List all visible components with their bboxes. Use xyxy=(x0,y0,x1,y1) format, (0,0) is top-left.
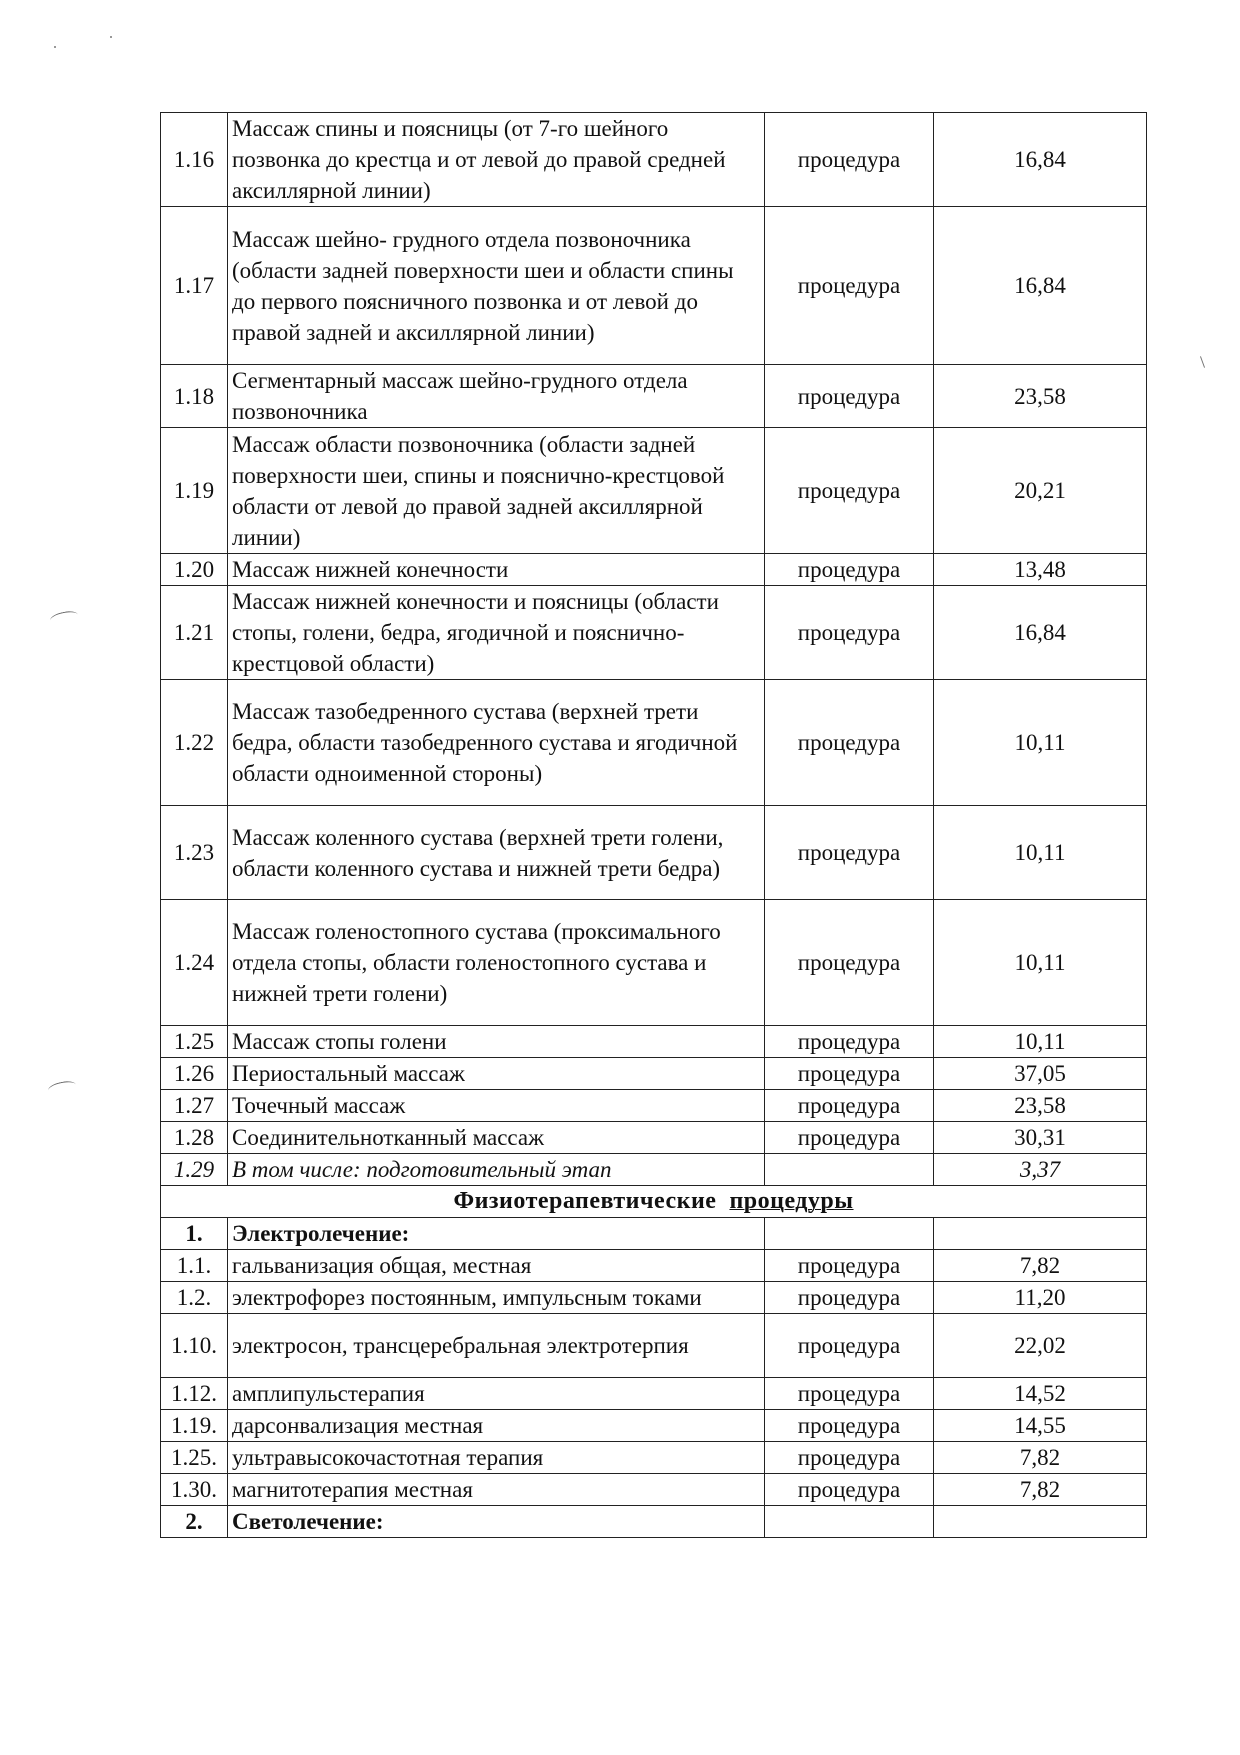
service-price: 30,31 xyxy=(934,1122,1147,1154)
service-unit: процедура xyxy=(765,1058,934,1090)
service-price: 3,37 xyxy=(934,1154,1147,1186)
service-price: 16,84 xyxy=(934,207,1147,365)
service-name: дарсонвализация местная xyxy=(228,1410,765,1442)
service-price: 20,21 xyxy=(934,428,1147,554)
service-price: 7,82 xyxy=(934,1442,1147,1474)
service-unit: процедура xyxy=(765,1410,934,1442)
service-unit: процедура xyxy=(765,365,934,428)
row-number: 1.16 xyxy=(161,113,228,207)
table-row xyxy=(161,207,1147,365)
table-row xyxy=(161,1122,1147,1154)
service-price: 10,11 xyxy=(934,1026,1147,1058)
service-unit xyxy=(765,1506,934,1538)
service-unit: процедура xyxy=(765,680,934,806)
table-row xyxy=(161,1282,1147,1314)
service-name: Массаж области позвоночника (области задней поверхности шеи, спины и пояснично-крестцовой области от левой до правой задней аксиллярной линии) xyxy=(228,428,765,554)
table-row xyxy=(161,806,1147,900)
service-price xyxy=(934,1218,1147,1250)
price-table xyxy=(160,112,1147,1538)
row-number: 1.1. xyxy=(161,1250,228,1282)
row-number: 1.20 xyxy=(161,554,228,586)
service-name: Массаж спины и поясницы (от 7-го шейного позвонка до крестца и от левой до правой средней аксиллярной линии) xyxy=(228,113,765,207)
service-price: 7,82 xyxy=(934,1474,1147,1506)
service-price: 14,52 xyxy=(934,1378,1147,1410)
service-name: ультравысокочастотная терапия xyxy=(228,1442,765,1474)
section-header-row xyxy=(161,1186,1147,1218)
service-price: 10,11 xyxy=(934,900,1147,1026)
table-row xyxy=(161,113,1147,207)
row-number: 1.24 xyxy=(161,900,228,1026)
service-unit xyxy=(765,1154,934,1186)
service-price: 22,02 xyxy=(934,1314,1147,1378)
table-row xyxy=(161,900,1147,1026)
service-name: Сегментарный массаж шейно-грудного отдела позвоночника xyxy=(228,365,765,428)
row-number: 1.19 xyxy=(161,428,228,554)
service-unit: процедура xyxy=(765,1090,934,1122)
service-price: 23,58 xyxy=(934,1090,1147,1122)
table-row xyxy=(161,680,1147,806)
service-price xyxy=(934,1506,1147,1538)
row-number: 1.10. xyxy=(161,1314,228,1378)
table-row-preparatory xyxy=(161,1154,1147,1186)
service-unit: процедура xyxy=(765,1282,934,1314)
table-row xyxy=(161,1442,1147,1474)
row-number: 1.21 xyxy=(161,586,228,680)
service-price: 10,11 xyxy=(934,806,1147,900)
service-name: Массаж нижней конечности xyxy=(228,554,765,586)
row-number: 1.30. xyxy=(161,1474,228,1506)
service-price: 11,20 xyxy=(934,1282,1147,1314)
row-number: 1.26 xyxy=(161,1058,228,1090)
service-unit: процедура xyxy=(765,586,934,680)
service-price: 14,55 xyxy=(934,1410,1147,1442)
table-row xyxy=(161,1250,1147,1282)
service-unit: процедура xyxy=(765,1122,934,1154)
section-title-word: Физиотерапевтические xyxy=(453,1188,717,1214)
service-price: 16,84 xyxy=(934,586,1147,680)
service-name: Массаж коленного сустава (верхней трети голени, области коленного сустава и нижней трети бедра) xyxy=(228,806,765,900)
service-unit: процедура xyxy=(765,1314,934,1378)
section-title xyxy=(161,1186,1147,1218)
row-number: 1.22 xyxy=(161,680,228,806)
service-price: 13,48 xyxy=(934,554,1147,586)
service-name: Массаж шейно- грудного отдела позвоночника (области задней поверхности шеи и области спины до первого поясничного позвонка и от левой до правой задней и аксиллярной линии) xyxy=(228,207,765,365)
service-name: Точечный массаж xyxy=(228,1090,765,1122)
table-row xyxy=(161,1058,1147,1090)
service-unit: процедура xyxy=(765,554,934,586)
service-unit: процедура xyxy=(765,1250,934,1282)
service-price: 16,84 xyxy=(934,113,1147,207)
service-name: Соединительнотканный массаж xyxy=(228,1122,765,1154)
service-price: 10,11 xyxy=(934,680,1147,806)
service-price: 37,05 xyxy=(934,1058,1147,1090)
hole-punch-mark xyxy=(47,1079,77,1096)
row-number: 1.18 xyxy=(161,365,228,428)
table-row xyxy=(161,1410,1147,1442)
service-unit: процедура xyxy=(765,806,934,900)
table-row xyxy=(161,1378,1147,1410)
hole-punch-mark xyxy=(49,609,79,626)
group-name: Светолечение: xyxy=(228,1506,765,1538)
group-number: 2. xyxy=(161,1506,228,1538)
service-name: магнитотерапия местная xyxy=(228,1474,765,1506)
row-number: 1.17 xyxy=(161,207,228,365)
row-number: 1.12. xyxy=(161,1378,228,1410)
row-number: 1.28 xyxy=(161,1122,228,1154)
row-number: 1.29 xyxy=(161,1154,228,1186)
group-name: Электролечение: xyxy=(228,1218,765,1250)
service-unit: процедура xyxy=(765,1474,934,1506)
table-row xyxy=(161,586,1147,680)
row-number: 1.23 xyxy=(161,806,228,900)
row-number: 1.2. xyxy=(161,1282,228,1314)
service-name: В том числе: подготовительный этап xyxy=(228,1154,765,1186)
service-unit: процедура xyxy=(765,1378,934,1410)
row-number: 1.25 xyxy=(161,1026,228,1058)
service-name: амплипульстерапия xyxy=(228,1378,765,1410)
service-unit xyxy=(765,1218,934,1250)
row-number: 1.19. xyxy=(161,1410,228,1442)
row-number: 1.25. xyxy=(161,1442,228,1474)
table-row xyxy=(161,428,1147,554)
service-name: электрофорез постоянным, импульсным токами xyxy=(228,1282,765,1314)
table-row xyxy=(161,365,1147,428)
scan-speck xyxy=(1200,356,1205,368)
service-name: гальванизация общая, местная xyxy=(228,1250,765,1282)
scan-speck xyxy=(54,46,56,48)
section-title-word: процедуры xyxy=(729,1188,854,1214)
table-row xyxy=(161,554,1147,586)
service-name: Массаж тазобедренного сустава (верхней трети бедра, области тазобедренного сустава и ягодичной области одноименной стороны) xyxy=(228,680,765,806)
service-name: Массаж стопы голени xyxy=(228,1026,765,1058)
table-row xyxy=(161,1314,1147,1378)
service-unit: процедура xyxy=(765,428,934,554)
service-price: 7,82 xyxy=(934,1250,1147,1282)
service-unit: процедура xyxy=(765,900,934,1026)
table-row xyxy=(161,1026,1147,1058)
service-name: Массаж голеностопного сустава (проксимального отдела стопы, области голеностопного сустава и нижней трети голени) xyxy=(228,900,765,1026)
row-number: 1.27 xyxy=(161,1090,228,1122)
service-name: Периостальный массаж xyxy=(228,1058,765,1090)
service-name: электросон, трансцеребральная электротерпия xyxy=(228,1314,765,1378)
table-row xyxy=(161,1474,1147,1506)
scan-speck xyxy=(110,36,112,38)
group-row-light xyxy=(161,1506,1147,1538)
service-unit: процедура xyxy=(765,113,934,207)
table-row xyxy=(161,1090,1147,1122)
service-unit: процедура xyxy=(765,207,934,365)
group-number: 1. xyxy=(161,1218,228,1250)
group-row-electro xyxy=(161,1218,1147,1250)
service-unit: процедура xyxy=(765,1442,934,1474)
service-unit: процедура xyxy=(765,1026,934,1058)
service-name: Массаж нижней конечности и поясницы (области стопы, голени, бедра, ягодичной и пояснично-крестцовой области) xyxy=(228,586,765,680)
service-price: 23,58 xyxy=(934,365,1147,428)
